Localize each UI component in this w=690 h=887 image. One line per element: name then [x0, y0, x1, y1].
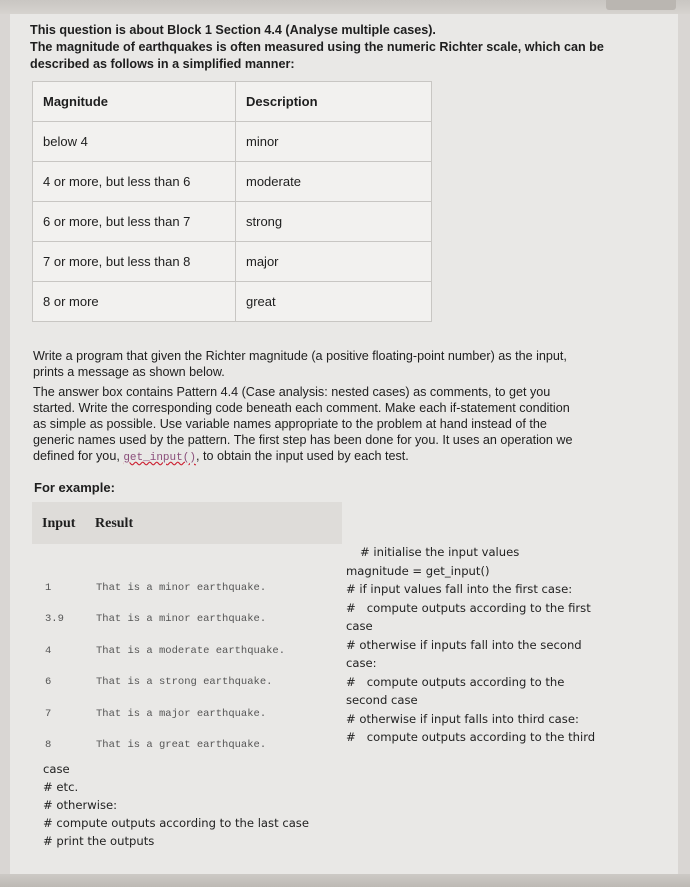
example-input: 8 [45, 739, 52, 751]
code-comment-line: case [43, 762, 70, 776]
example-input: 3.9 [45, 613, 64, 625]
code-comment-line: case [346, 619, 373, 633]
magnitude-cell: 4 or more, but less than 6 [33, 162, 236, 202]
heading-line-3: described as follows in a simplified manner: [30, 57, 295, 71]
window-top-bar [0, 0, 690, 14]
example-row [32, 636, 342, 666]
code-comment-line: # print the outputs [43, 834, 155, 848]
description-cell: moderate [236, 162, 432, 202]
heading-line-2: The magnitude of earthquakes is often measured using the numeric Richter scale, which can be [30, 40, 604, 54]
question-heading [30, 22, 630, 73]
magnitude-cell: below 4 [33, 122, 236, 162]
code-comment-line: # compute outputs according to the last case [43, 816, 309, 830]
for-example-label: For example: [34, 480, 115, 495]
column-header-magnitude: Magnitude [33, 82, 236, 122]
window-tab[interactable] [606, 0, 676, 10]
instructions-line: Write a program that given the Richter magnitude (a positive floating-point number) as the input, [33, 349, 567, 363]
instructions-line: generic names used by the pattern. The first step has been done for you. It uses an operation we [33, 433, 573, 447]
code-comment-line: # otherwise if inputs fall into the second [346, 637, 582, 652]
example-row [32, 604, 342, 634]
column-header-result: Result [95, 516, 134, 531]
example-result: That is a moderate earthquake. [96, 645, 286, 657]
example-result: That is a minor earthquake. [96, 613, 267, 625]
table-row [33, 122, 432, 162]
code-comment-line: # compute outputs according to the [346, 674, 565, 689]
instructions-line: prints a message as shown below. [33, 365, 225, 379]
example-input: 6 [45, 676, 52, 688]
instructions-paragraph-1 [33, 348, 633, 380]
description-cell: great [236, 282, 432, 322]
example-result: That is a great earthquake. [96, 739, 267, 751]
magnitude-table-header-row [33, 82, 432, 122]
code-comment-line: # etc. [43, 780, 79, 794]
example-input: 4 [45, 645, 52, 657]
code-comment-line: case: [346, 656, 377, 670]
code-line: magnitude = get_input() [346, 563, 490, 578]
heading-line-1: This question is about Block 1 Section 4.4 (Analyse multiple cases). [30, 23, 436, 37]
magnitude-cell: 6 or more, but less than 7 [33, 202, 236, 242]
description-cell: minor [236, 122, 432, 162]
code-comment-line: # compute outputs according to the third [346, 730, 596, 744]
table-row [33, 162, 432, 202]
instructions-line: as simple as possible. Use variable names appropriate to the problem at hand instead of the [33, 417, 547, 431]
instructions-line: The answer box contains Pattern 4.4 (Case analysis: nested cases) as comments, to get you [33, 385, 551, 399]
example-row [32, 667, 342, 697]
table-row [33, 202, 432, 242]
code-comment-line: # compute outputs according to the first [346, 600, 591, 615]
get-input-code: get_input() [123, 452, 196, 464]
column-header-description: Description [236, 82, 432, 122]
window-bottom-bar [0, 874, 690, 887]
magnitude-table [32, 81, 432, 322]
magnitude-cell: 7 or more, but less than 8 [33, 242, 236, 282]
example-result: That is a major earthquake. [96, 708, 267, 720]
example-row [32, 573, 342, 603]
instructions-text: , to obtain the input used by each test. [195, 449, 409, 463]
instructions-line [33, 448, 633, 466]
example-table-header [32, 502, 342, 544]
description-cell: strong [236, 202, 432, 242]
answer-box-comments-continued[interactable] [43, 760, 403, 850]
column-header-input: Input [42, 516, 76, 531]
table-row [33, 282, 432, 322]
instructions-text: defined for you, [33, 449, 120, 463]
example-input: 1 [45, 582, 52, 594]
example-result: That is a strong earthquake. [96, 676, 273, 688]
magnitude-cell: 8 or more [33, 282, 236, 322]
answer-box-comments[interactable] [346, 543, 636, 747]
table-row [33, 242, 432, 282]
example-input: 7 [45, 708, 52, 720]
example-result: That is a minor earthquake. [96, 582, 267, 594]
code-comment-line: # initialise the input values [360, 545, 520, 559]
code-comment-line: # otherwise if input falls into third case: [346, 711, 579, 726]
example-row [32, 699, 342, 729]
code-comment-line: # if input values fall into the first case: [346, 582, 573, 596]
code-comment-line: # otherwise: [43, 798, 118, 812]
code-comment-line: second case [346, 693, 418, 707]
example-row [32, 730, 342, 760]
description-cell: major [236, 242, 432, 282]
instructions-line: started. Write the corresponding code beneath each comment. Make each if-statement condition [33, 401, 570, 415]
instructions-paragraph-2 [33, 384, 633, 466]
